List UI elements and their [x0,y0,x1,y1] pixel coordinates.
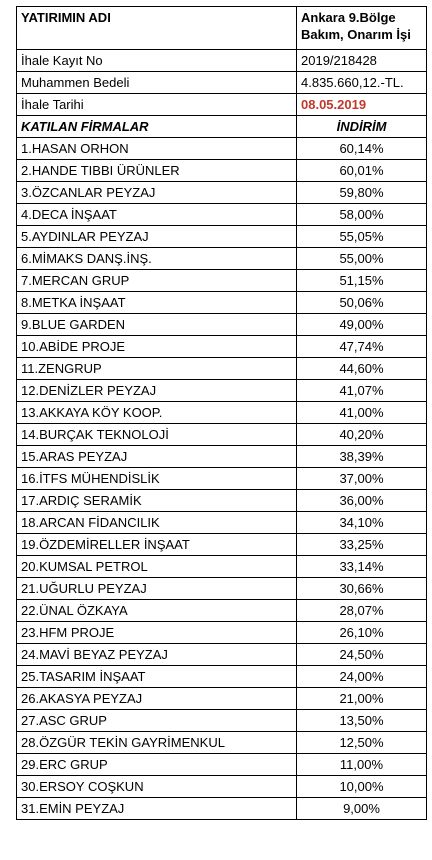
investment-name-line1: Ankara 9.Bölge [301,10,396,25]
firm-discount: 24,50% [297,644,427,666]
firm-name: 6.MİMAKS DANŞ.İNŞ. [17,248,297,270]
firm-name: 22.ÜNAL ÖZKAYA [17,600,297,622]
firm-row [17,424,427,446]
firm-discount: 59,80% [297,182,427,204]
info-row-registration [17,50,427,72]
firm-row [17,138,427,160]
table-body [17,7,427,820]
header-row [17,7,427,50]
firm-discount: 26,10% [297,622,427,644]
firm-name: 21.UĞURLU PEYZAJ [17,578,297,600]
firm-row [17,226,427,248]
firm-name: 23.HFM PROJE [17,622,297,644]
firm-discount: 21,00% [297,688,427,710]
investment-name-label: YATIRIMIN ADI [17,7,297,50]
firm-name: 7.MERCAN GRUP [17,270,297,292]
firm-discount: 51,15% [297,270,427,292]
tender-date-label: İhale Tarihi [17,94,297,116]
firm-row [17,600,427,622]
firm-row [17,710,427,732]
info-row-tender-date [17,94,427,116]
firm-name: 11.ZENGRUP [17,358,297,380]
firm-discount: 10,00% [297,776,427,798]
column-header-firms: KATILAN FİRMALAR [17,116,297,138]
firm-discount: 30,66% [297,578,427,600]
firm-row [17,666,427,688]
firm-row [17,622,427,644]
firm-name: 24.MAVİ BEYAZ PEYZAJ [17,644,297,666]
registration-value: 2019/218428 [297,50,427,72]
firm-name: 2.HANDE TIBBI ÜRÜNLER [17,160,297,182]
firm-name: 13.AKKAYA KÖY KOOP. [17,402,297,424]
firm-name: 31.EMİN PEYZAJ [17,798,297,820]
firm-row [17,644,427,666]
firm-name: 14.BURÇAK TEKNOLOJİ [17,424,297,446]
firm-name: 16.İTFS MÜHENDİSLİK [17,468,297,490]
firm-row [17,468,427,490]
firm-name: 15.ARAS PEYZAJ [17,446,297,468]
firm-name: 30.ERSOY COŞKUN [17,776,297,798]
firm-discount: 41,07% [297,380,427,402]
firm-row [17,688,427,710]
firm-name: 9.BLUE GARDEN [17,314,297,336]
firm-discount: 36,00% [297,490,427,512]
firm-row [17,182,427,204]
firm-row [17,534,427,556]
firm-name: 3.ÖZCANLAR PEYZAJ [17,182,297,204]
firm-row [17,578,427,600]
column-header-discount: İNDİRİM [297,116,427,138]
firm-name: 20.KUMSAL PETROL [17,556,297,578]
firm-name: 28.ÖZGÜR TEKİN GAYRİMENKUL [17,732,297,754]
firm-discount: 12,50% [297,732,427,754]
firm-row [17,160,427,182]
firm-name: 19.ÖZDEMİRELLER İNŞAAT [17,534,297,556]
firm-discount: 55,00% [297,248,427,270]
firm-row [17,512,427,534]
firm-discount: 41,00% [297,402,427,424]
firm-discount: 55,05% [297,226,427,248]
firm-name: 25.TASARIM İNŞAAT [17,666,297,688]
firm-row [17,270,427,292]
firm-row [17,402,427,424]
firm-row [17,798,427,820]
firm-discount: 13,50% [297,710,427,732]
info-row-estimated-cost [17,72,427,94]
firm-discount: 38,39% [297,446,427,468]
firm-discount: 58,00% [297,204,427,226]
firm-row [17,358,427,380]
firm-discount: 33,25% [297,534,427,556]
firm-row [17,204,427,226]
registration-label: İhale Kayıt No [17,50,297,72]
firm-row [17,490,427,512]
firm-discount: 44,60% [297,358,427,380]
investment-name-value [297,7,427,50]
firm-name: 29.ERC GRUP [17,754,297,776]
firm-name: 10.ABİDE PROJE [17,336,297,358]
firm-row [17,754,427,776]
investment-name-line2: Bakım, Onarım İşi [301,27,411,42]
firm-discount: 37,00% [297,468,427,490]
firm-discount: 24,00% [297,666,427,688]
firm-name: 18.ARCAN FİDANCILIK [17,512,297,534]
firm-row [17,776,427,798]
column-header-row [17,116,427,138]
firm-name: 8.METKA İNŞAAT [17,292,297,314]
estimated-cost-value: 4.835.660,12.-TL. [297,72,427,94]
firm-row [17,732,427,754]
firm-discount: 11,00% [297,754,427,776]
firm-discount: 50,06% [297,292,427,314]
firm-row [17,380,427,402]
firm-discount: 47,74% [297,336,427,358]
firm-discount: 60,01% [297,160,427,182]
firm-name: 4.DECA İNŞAAT [17,204,297,226]
firm-name: 5.AYDINLAR PEYZAJ [17,226,297,248]
firm-name: 17.ARDIÇ SERAMİK [17,490,297,512]
firm-discount: 60,14% [297,138,427,160]
firm-discount: 33,14% [297,556,427,578]
firm-discount: 49,00% [297,314,427,336]
tender-results-table [16,6,427,820]
firm-discount: 40,20% [297,424,427,446]
firm-name: 26.AKASYA PEYZAJ [17,688,297,710]
firm-row [17,314,427,336]
firm-row [17,556,427,578]
firm-name: 12.DENİZLER PEYZAJ [17,380,297,402]
firm-row [17,446,427,468]
firm-row [17,292,427,314]
tender-date-value: 08.05.2019 [297,94,427,116]
firm-name: 27.ASC GRUP [17,710,297,732]
firm-name: 1.HASAN ORHON [17,138,297,160]
estimated-cost-label: Muhammen Bedeli [17,72,297,94]
firm-row [17,336,427,358]
firm-discount: 34,10% [297,512,427,534]
firm-discount: 9,00% [297,798,427,820]
firm-discount: 28,07% [297,600,427,622]
firm-row [17,248,427,270]
